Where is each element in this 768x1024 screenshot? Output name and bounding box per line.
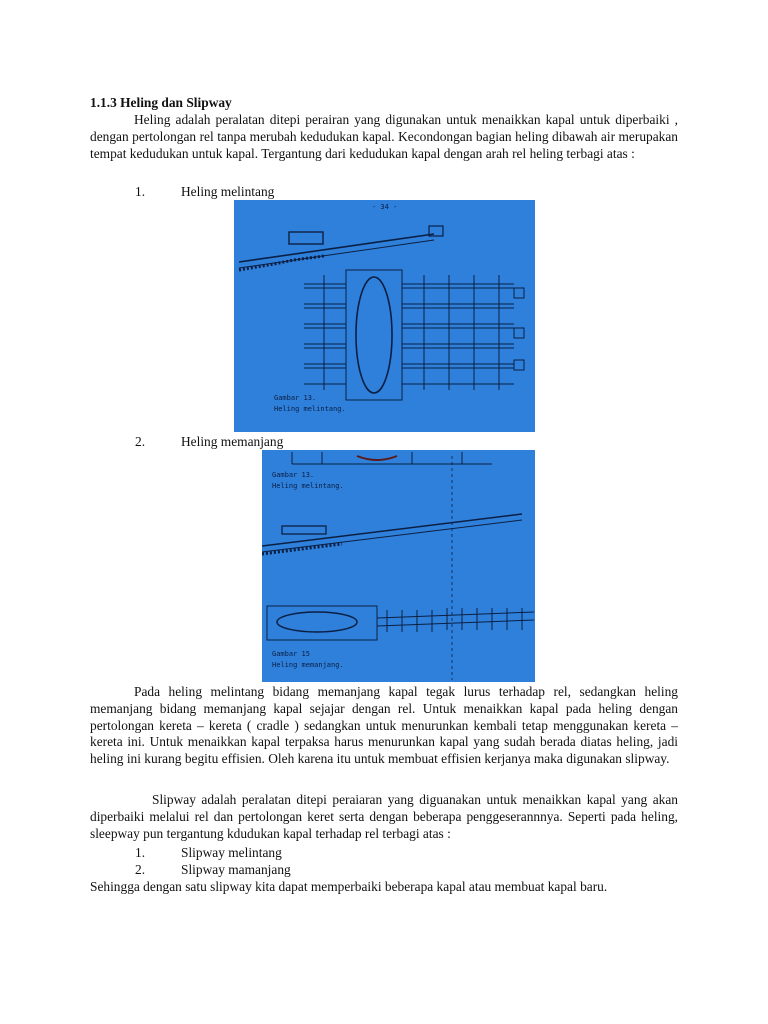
list-number: 1. (135, 184, 146, 199)
figure-top-caption-number: Gambar 13. (272, 471, 315, 479)
list-item (135, 845, 282, 862)
figure-heling-melintang (234, 200, 535, 432)
list-text: Heling melintang (181, 184, 275, 199)
list-text: Heling memanjang (181, 434, 284, 449)
list-text: Slipway melintang (181, 845, 282, 860)
paragraph-heling-comparison: Pada heling melintang bidang memanjang kapal tegak lurus terhadap rel, sedangkan heling memanjang bidang memanjang kapal sejajar dengan rel. Untuk menaikkan kapal pada heling dengan pertolongan kereta – kereta ( cradle ) sedangkan untuk menurunkan kembali tetap menggunakan kereta – kereta ini. Untuk menaikkan kapal terpaksa harus menurunkan kapal yang sudah berada diatas heling, jadi heling ini kurang begitu effisien. Oleh karena itu untuk membuat effisien kerjanya maka digunakan slipway. (90, 684, 678, 767)
list-item (135, 862, 291, 879)
section-heading: 1.1.3 Heling dan Slipway (90, 95, 232, 110)
list-item (135, 184, 274, 201)
figure-caption-title: Heling memanjang. (272, 661, 344, 669)
figure-top-caption-title: Heling melintang. (272, 482, 344, 490)
list-number: 2. (135, 434, 146, 449)
figure-page-number: - 34 - (372, 203, 398, 211)
list-number: 2. (135, 862, 146, 877)
list-item (135, 434, 283, 451)
figure-caption-title: Heling melintang. (274, 405, 346, 413)
intro-paragraph: Heling adalah peralatan ditepi perairan yang digunakan untuk menaikkan kapal untuk diperbaiki , dengan pertolongan rel tanpa merubah kedudukan kapal. Kecondongan bagian heling dibawah air merupakan tempat kedudukan untuk kapal. Tergantung dari kedudukan kapal dengan arah rel heling terbagi atas : (90, 112, 678, 161)
list-text: Slipway mamanjang (181, 862, 291, 877)
figure-heling-memanjang (262, 450, 535, 682)
paragraph-slipway: Slipway adalah peralatan ditepi peraiaran yang diguanakan untuk menaikkan kapal yang akan diperbaiki melalui rel dan pertolongan keret serta dengan beberapa penggeserannnya. Seperti pada heling, sleepway pun tergantung kdudukan kapal terhadap rel terbagi atas : (90, 792, 678, 841)
figure-caption-number: Gambar 13. (274, 394, 317, 402)
closing-sentence: Sehingga dengan satu slipway kita dapat memperbaiki beberapa kapal atau membuat kapal baru. (90, 879, 608, 894)
list-number: 1. (135, 845, 146, 860)
figure-caption-number: Gambar 15 (272, 650, 310, 658)
